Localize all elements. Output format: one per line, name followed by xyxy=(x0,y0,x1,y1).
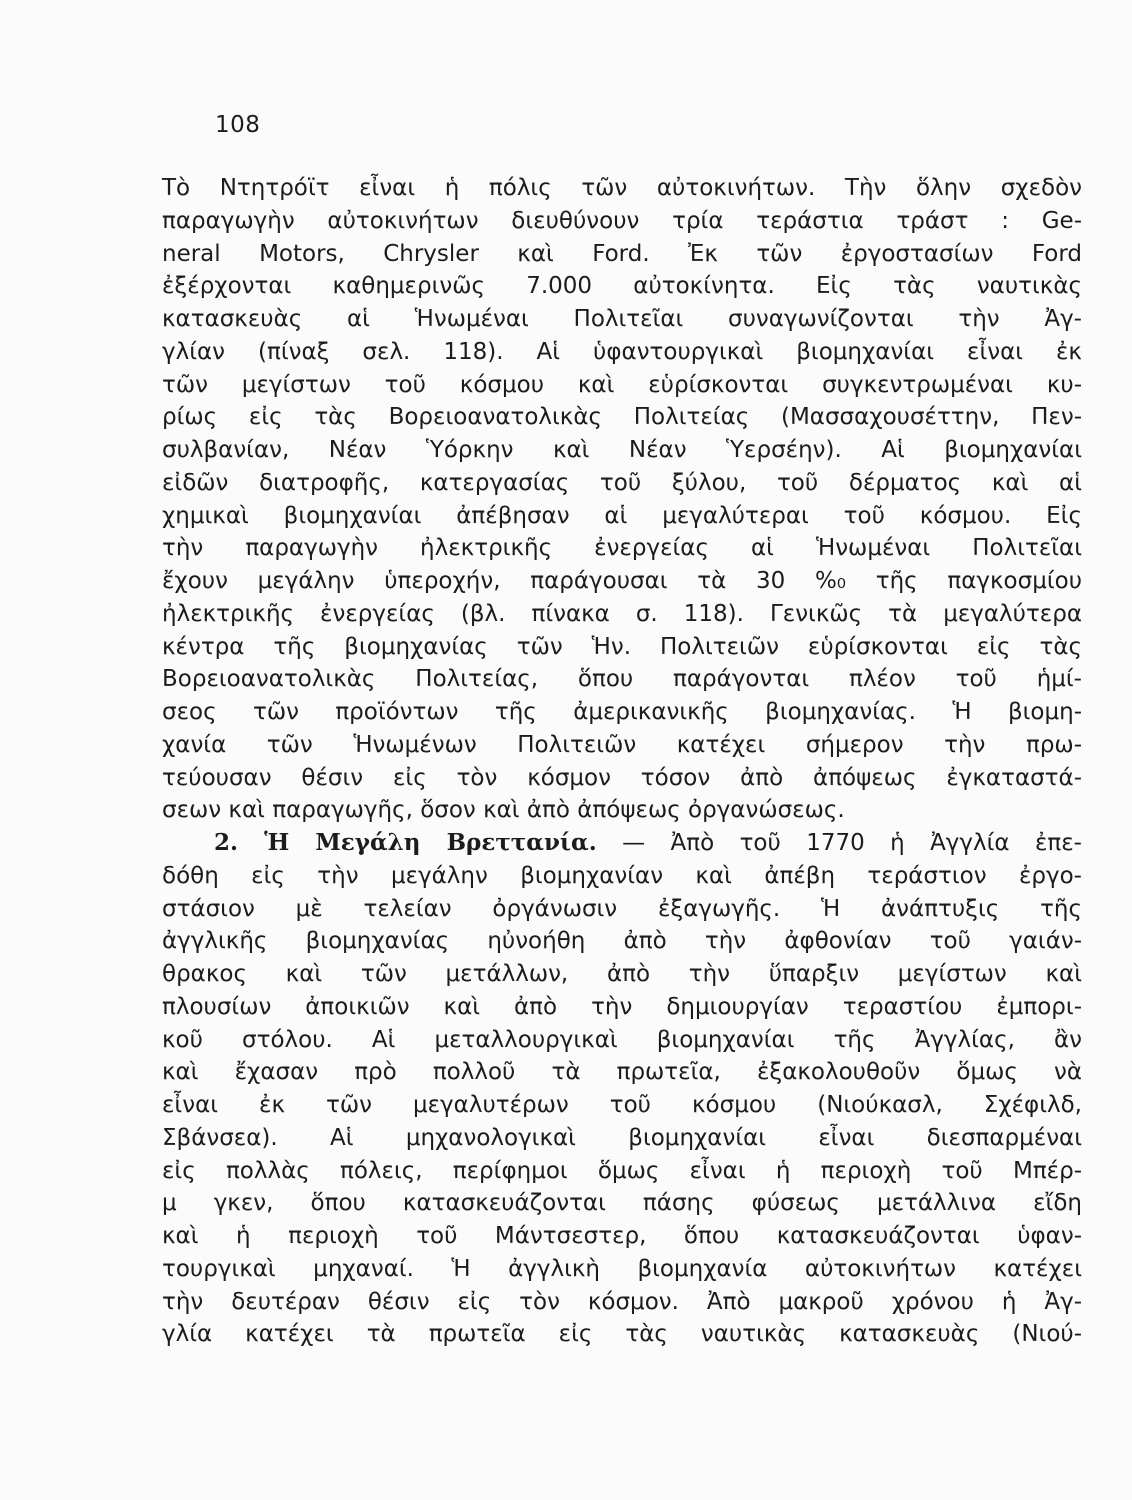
text-line: ἀγγλικῆς βιομηχανίας ηὐνοήθη ἀπὸ τὴν ἀφθονίαν τοῦ γαιάν- xyxy=(162,928,1082,955)
text-line: δόθη εἰς τὴν μεγάλην βιομηχανίαν καὶ ἀπέβη τεράστιον ἐργο- xyxy=(162,862,1082,889)
text-line: τῶν μεγίστων τοῦ κόσμου καὶ εὑρίσκονται συγκεντρωμέναι κυ- xyxy=(162,371,1082,398)
text-line: τὴν παραγωγὴν ἠλεκτρικῆς ἐνεργείας αἱ Ἡνωμέναι Πολιτεῖαι xyxy=(162,535,1082,562)
paragraph-1 xyxy=(162,172,1082,827)
text-line: ρίως εἰς τὰς Βορειοανατολικὰς Πολιτείας (Μασσαχουσέττην, Πεν- xyxy=(162,404,1082,431)
text-line: χημικαὶ βιομηχανίαι ἀπέβησαν αἱ μεγαλύτεραι τοῦ κόσμου. Εἰς xyxy=(162,502,1082,529)
text-line: εἰδῶν διατροφῆς, κατεργασίας τοῦ ξύλου, τοῦ δέρματος καὶ αἱ xyxy=(162,469,1082,496)
text-line: ἐξέρχονται καθημερινῶς 7.000 αὐτοκίνητα. Εἰς τὰς ναυτικὰς xyxy=(162,273,1082,300)
text-line: — Ἀπὸ τοῦ 1770 ἡ Ἀγγλία ἐπε- xyxy=(622,830,1082,856)
text-line: μ γκεν, ὅπου κατασκευάζονται πάσης φύσεως μετάλλινα εἴδη xyxy=(162,1190,1082,1217)
text-line: ἔχουν μεγάλην ὑπεροχήν, παράγουσαι τὰ 30 %₀ τῆς παγκοσμίου xyxy=(162,568,1082,594)
section-heading-line xyxy=(162,827,1082,860)
text-line: κοῦ στόλου. Αἱ μεταλλουργικαὶ βιομηχανίαι τῆς Ἀγγλίας, ἂν xyxy=(162,1026,1082,1053)
text-line: σεων καὶ παραγωγῆς, ὅσον καὶ ἀπὸ ἀπόψεως ὀργανώσεως. xyxy=(162,797,845,824)
text-line: συλβανίαν, Νέαν Ὑόρκην καὶ Νέαν Ὑερσέην). Αἱ βιομηχανίαι xyxy=(162,437,1082,463)
text-line: θρακος καὶ τῶν μετάλλων, ἀπὸ τὴν ὕπαρξιν μεγίστων καὶ xyxy=(162,961,1082,987)
text-line: κατασκευὰς αἱ Ἡνωμέναι Πολιτεῖαι συναγωνίζονται τὴν Ἀγ- xyxy=(162,306,1082,332)
text-line: neral Motors, Chrysler καὶ Ford. Ἐκ τῶν ἐργοστασίων Ford xyxy=(162,240,1082,267)
text-line: χανία τῶν Ἡνωμένων Πολιτειῶν κατέχει σήμερον τὴν πρω- xyxy=(162,731,1082,758)
text-line: ἠλεκτρικῆς ἐνεργείας (βλ. πίνακα σ. 118). Γενικῶς τὰ μεγαλύτερα xyxy=(162,600,1082,627)
text-line: τὴν δευτέραν θέσιν εἰς τὸν κόσμον. Ἀπὸ μακροῦ χρόνου ἡ Ἀγ- xyxy=(162,1288,1082,1315)
text-line: καὶ ἡ περιοχὴ τοῦ Μάντσεστερ, ὅπου κατασκευάζονται ὑφαν- xyxy=(162,1223,1082,1249)
text-line: Σβάνσεα). Αἱ μηχανολογικαὶ βιομηχανίαι εἶναι διεσπαρμέναι xyxy=(162,1124,1082,1151)
text-line: σεος τῶν προϊόντων τῆς ἀμερικανικῆς βιομηχανίας. Ἡ βιομη- xyxy=(162,699,1082,725)
text-line: καὶ ἔχασαν πρὸ πολλοῦ τὰ πρωτεῖα, ἐξακολουθοῦν ὅμως νὰ xyxy=(162,1059,1082,1086)
text-line: κέντρα τῆς βιομηχανίας τῶν Ἡν. Πολιτειῶν εὑρίσκονται εἰς τὰς xyxy=(162,633,1082,660)
text-line: εἰς πολλὰς πόλεις, περίφημοι ὅμως εἶναι ἡ περιοχὴ τοῦ Μπέρ- xyxy=(162,1157,1082,1184)
section-heading: 2. Ἡ Μεγάλη Βρεττανία. xyxy=(214,829,597,856)
text-line: γλίαν (πίναξ σελ. 118). Αἱ ὑφαντουργικαὶ βιομηχανίαι εἶναι ἐκ xyxy=(162,338,1082,365)
paragraph-2 xyxy=(162,827,1082,1351)
text-line: γλία κατέχει τὰ πρωτεῖα εἰς τὰς ναυτικὰς κατασκευὰς (Νιού- xyxy=(162,1321,1082,1348)
text-line: πλουσίων ἀποικιῶν καὶ ἀπὸ τὴν δημιουργίαν τεραστίου ἐμπορι- xyxy=(162,993,1082,1020)
text-line: εἶναι ἐκ τῶν μεγαλυτέρων τοῦ κόσμου (Νιούκασλ, Σχέφιλδ, xyxy=(162,1092,1082,1118)
text-line: τεύουσαν θέσιν εἰς τὸν κόσμον τόσον ἀπὸ ἀπόψεως ἐγκαταστά- xyxy=(162,764,1082,791)
text-line: Βορειοανατολικὰς Πολιτείας, ὅπου παράγονται πλέον τοῦ ἡμί- xyxy=(162,666,1082,693)
text-line: στάσιον μὲ τελείαν ὀργάνωσιν ἐξαγωγῆς. Ἡ ἀνάπτυξις τῆς xyxy=(162,895,1082,922)
body-text xyxy=(162,172,1082,1351)
page-number: 108 xyxy=(215,112,261,138)
text-line: παραγωγὴν αὐτοκινήτων διευθύνουν τρία τεράστια τράστ : Ge- xyxy=(162,207,1082,234)
text-line: τουργικαὶ μηχαναί. Ἡ ἀγγλικὴ βιομηχανία αὐτοκινήτων κατέχει xyxy=(162,1255,1082,1282)
text-line: Τὸ Ντητρόϊτ εἶναι ἡ πόλις τῶν αὐτοκινήτων. Τὴν ὅλην σχεδὸν xyxy=(162,175,1082,201)
